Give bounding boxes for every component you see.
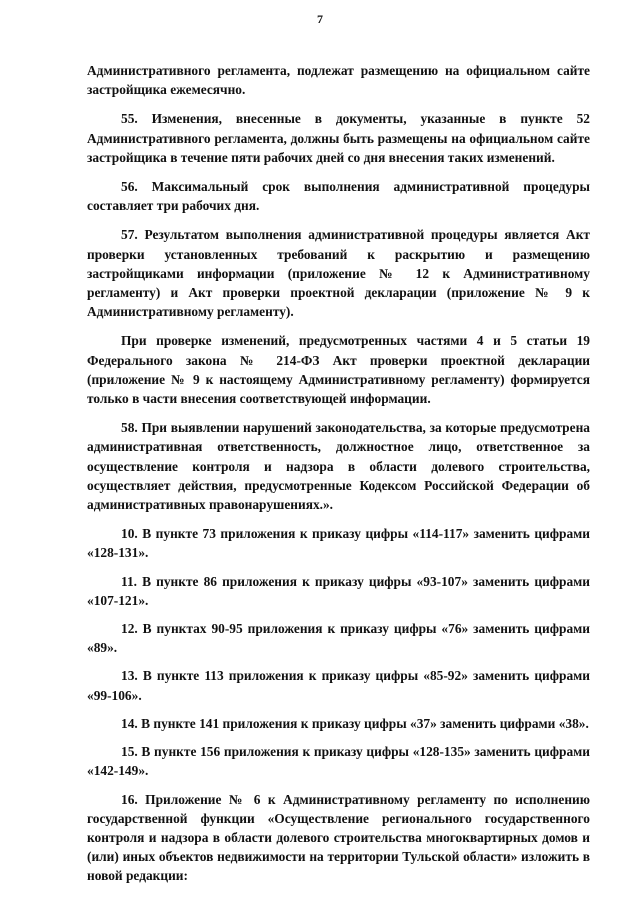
- paragraph-item-58: 58. При выявлении нарушений законодательства, за которые предусмотрена административная ответственность, должностное лицо, ответственное за осуществление контроля и надзора в области долевого строительства, осуществляет действия, предусмотренные Кодексом Российской Федерации об административных правонарушениях.».: [87, 420, 590, 513]
- paragraph-amendment-10: 10. В пункте 73 приложения к приказу цифры «114-117» заменить цифрами «128-131».: [87, 526, 590, 561]
- paragraph-item-55: 55. Изменения, внесенные в документы, указанные в пункте 52 Административного регламента, должны быть размещены на официальном сайте застройщика в течение пяти рабочих дней со дня внесения таких изменений.: [87, 111, 590, 165]
- paragraph-amendment-14: 14. В пункте 141 приложения к приказу цифры «37» заменить цифрами «38».: [121, 715, 589, 731]
- page-number: 7: [317, 12, 323, 26]
- paragraph-amendment-13: 13. В пункте 113 приложения к приказу цифры «85-92» заменить цифрами «99-106».: [87, 668, 590, 703]
- paragraph-amendment-12: 12. В пунктах 90-95 приложения к приказу цифры «76» заменить цифрами «89».: [87, 621, 590, 656]
- paragraph-item-56: 56. Максимальный срок выполнения административной процедуры составляет три рабочих дня.: [87, 179, 590, 214]
- paragraph-changes-check: При проверке изменений, предусмотренных частями 4 и 5 статьи 19 Федерального закона № 214-ФЗ Акт проверки проектной декларации (приложение № 9 к настоящему Административному регламенту) формируется только в части внесения соответствующей информации.: [87, 333, 590, 407]
- paragraph-amendment-11: 11. В пункте 86 приложения к приказу цифры «93-107» заменить цифрами «107-121».: [87, 573, 590, 608]
- paragraph-amendment-15: 15. В пункте 156 приложения к приказу цифры «128-135» заменить цифрами «142-149».: [87, 744, 590, 779]
- document-body: [87, 61, 590, 896]
- paragraph-item-57: 57. Результатом выполнения административной процедуры является Акт проверки установленных требований к раскрытию и размещению застройщиками информации (приложение № 12 к Административному регламенту) и Акт проверки проектной декларации (приложение № 9 к Административному регламенту).: [87, 227, 590, 320]
- paragraph-continuation: Административного регламента, подлежат размещению на официальном сайте застройщика ежемесячно.: [87, 63, 590, 98]
- paragraph-amendment-16: 16. Приложение № 6 к Административному регламенту по исполнению государственной функции «Осуществление регионального государственного контроля и надзора в области долевого строительства многоквартирных домов и (или) иных объектов недвижимости на территории Тульской области» изложить в новой редакции:: [87, 791, 590, 884]
